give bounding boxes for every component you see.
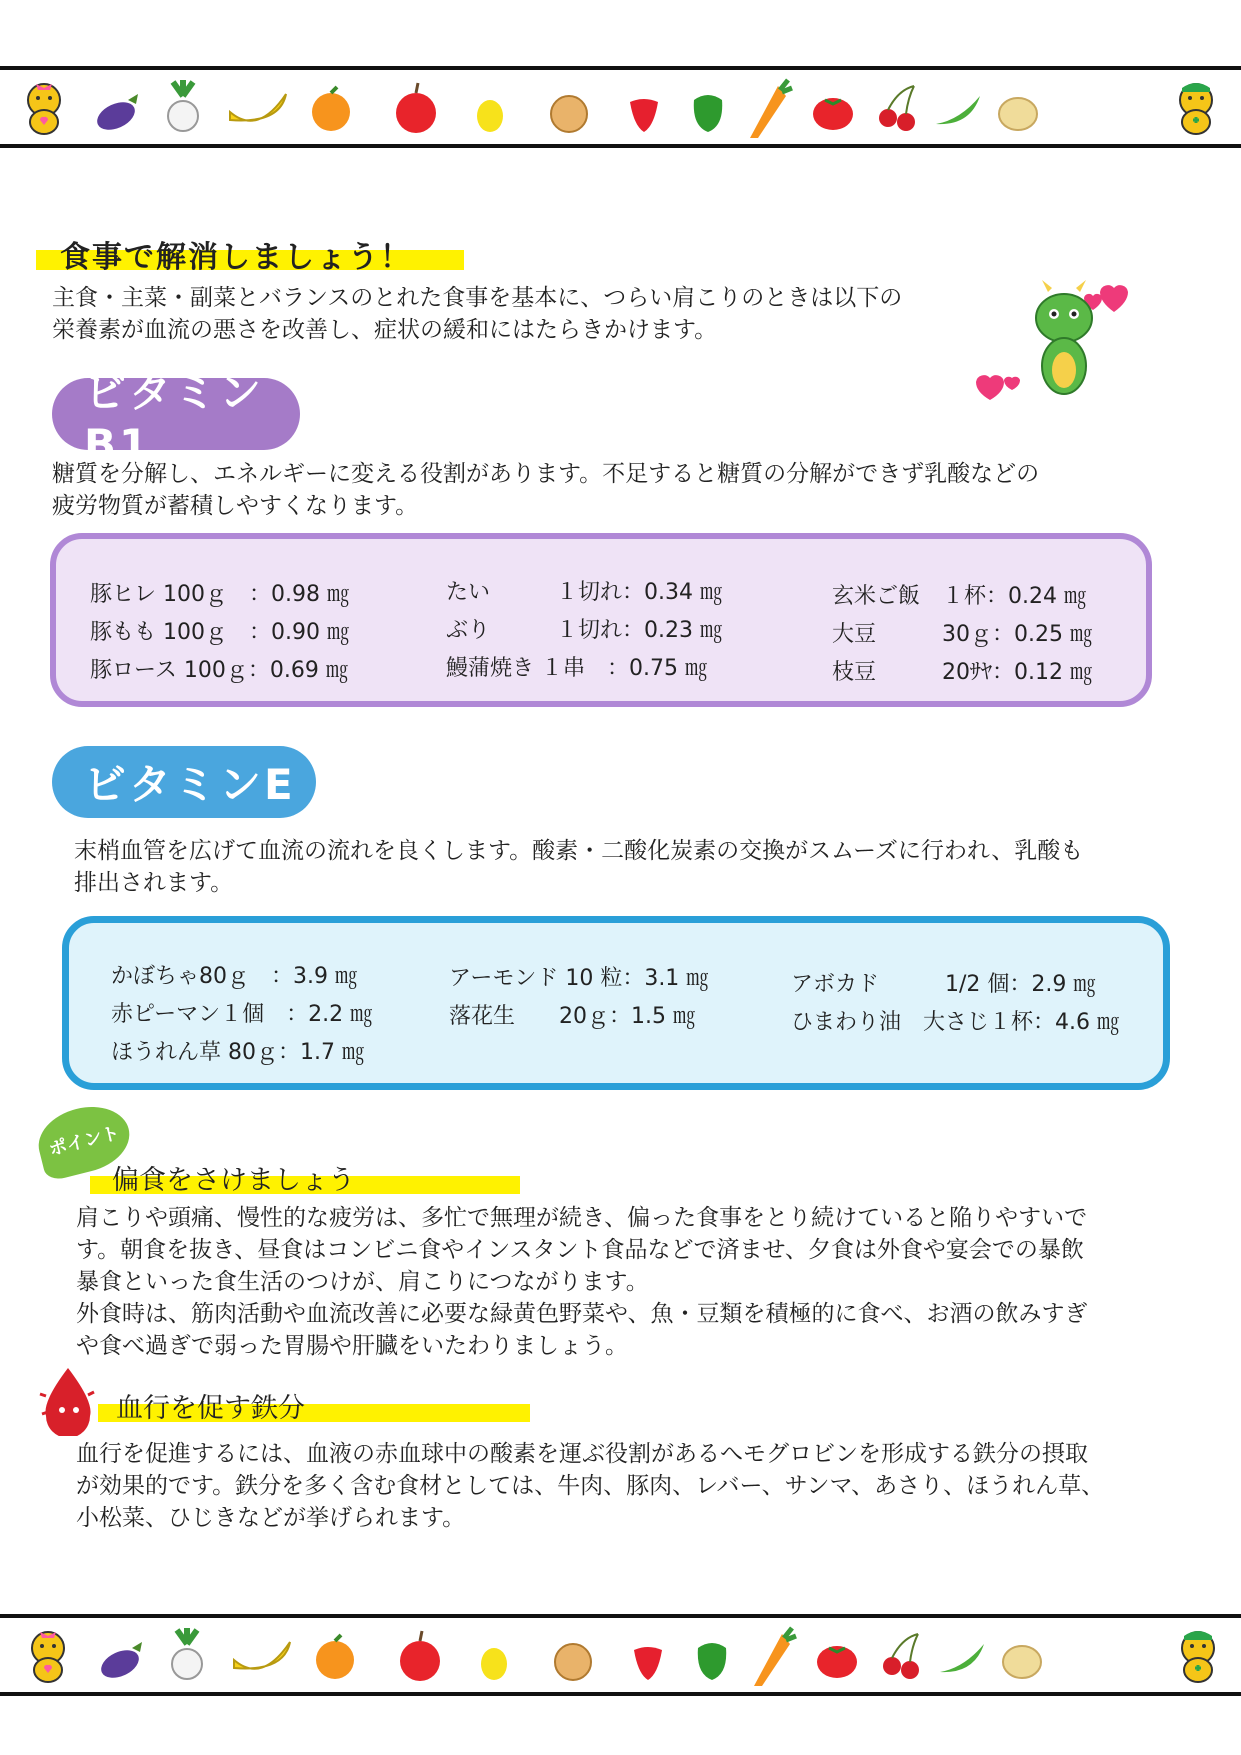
iron-text: 血行を促進するには、血液の赤血球中の酸素を運ぶ役割があるへモグロビンを形成する鉄分の摂取 が効果的です。鉄分を多く含む食材としては、牛肉、豚肉、レバー、サンマ、あさり、ほうれん草、 小松菜、ひじきなどが挙げられます。	[76, 1441, 1105, 1531]
banana-icon	[226, 78, 290, 138]
food-item: 鰻蒲焼き １串 ：0.75 ㎎	[446, 656, 707, 681]
food-item: ひまわり油 大さじ１杯：4.6 ㎎	[791, 1010, 1119, 1035]
food-item: アーモンド 10 粒：3.1 ㎎	[449, 966, 709, 991]
eggplant-icon	[98, 1626, 148, 1686]
turnip-icon	[162, 1626, 212, 1686]
mascot-boy-icon	[1166, 78, 1226, 138]
food-item: 落花生 20ｇ：1.5 ㎎	[449, 1004, 695, 1029]
food-item: 玄米ご飯 １杯：0.24 ㎎	[832, 584, 1086, 609]
vitamin-b1-label: ビタミンB1	[52, 378, 300, 450]
food-item: 枝豆 20ｻﾔ：0.12 ㎎	[832, 660, 1092, 685]
point-badge: ポイント	[32, 1098, 137, 1182]
orange-icon	[306, 78, 356, 138]
apple-icon	[394, 1626, 446, 1686]
potato-icon	[1000, 1626, 1044, 1686]
cherry-icon	[878, 1626, 928, 1686]
mascot-boy-icon	[1168, 1626, 1228, 1686]
mascot-girl-icon	[14, 78, 74, 138]
food-item: 大豆 30ｇ：0.25 ㎎	[832, 622, 1092, 647]
pepper-icon	[690, 1626, 734, 1686]
intro-text: 主食・主菜・副菜とバランスのとれた食事を基本に、つらい肩こりのときは以下の 栄養素が血流の悪さを改善し、症状の緩和にはたらきかけます。	[52, 285, 903, 343]
lemon-icon	[474, 1626, 514, 1686]
blood-drop-icon	[36, 1364, 100, 1436]
mascot-girl-icon	[18, 1626, 78, 1686]
eggplant-icon	[94, 78, 144, 138]
carrot-icon	[744, 78, 794, 142]
vitamin-e-label: ビタミンE	[52, 746, 316, 818]
vitamin-e-food-box	[62, 916, 1170, 1090]
onion-icon	[550, 1626, 596, 1686]
turnip-icon	[158, 78, 208, 138]
tomato-icon	[812, 1626, 862, 1686]
cherry-icon	[874, 78, 924, 138]
bottom-food-border	[0, 1614, 1241, 1696]
vitamin-b1-food-box	[50, 533, 1152, 707]
lemon-icon	[470, 78, 510, 138]
top-food-border	[0, 66, 1241, 148]
food-item: たい １切れ：0.34 ㎎	[446, 580, 722, 605]
food-item: 豚ヒレ 100ｇ ：0.98 ㎎	[90, 582, 349, 607]
strawberry-icon	[624, 78, 664, 138]
food-item: 赤ピーマン１個 ：2.2 ㎎	[111, 1002, 373, 1027]
pepper-icon	[686, 78, 730, 138]
apple-icon	[390, 78, 442, 138]
food-item: 豚ロース 100ｇ：0.69 ㎎	[90, 658, 348, 683]
food-item: アボカド 1/2 個：2.9 ㎎	[791, 972, 1096, 997]
onion-icon	[546, 78, 592, 138]
vitamin-b1-description: 糖質を分解し、エネルギーに変える役割があります。不足すると糖質の分解ができず乳酸などの 疲労物質が蓄積しやすくなります。	[52, 461, 1040, 519]
dragon-mascot-icon	[972, 272, 1142, 402]
peas-icon	[932, 78, 984, 138]
orange-icon	[310, 1626, 360, 1686]
potato-icon	[996, 78, 1040, 138]
tomato-icon	[808, 78, 858, 138]
section-title: 食事で解消しましょう！	[36, 232, 464, 272]
point-text: 肩こりや頭痛、慢性的な疲労は、多忙で無理が続き、偏った食事をとり続けていると陥りやすいで す。朝食を抜き、昼食はコンビニ食やインスタント食品などで済ませ、夕食は外食や宴会での暴飲 暴食といった食生活のつけが、肩こりにつながります。 外食時は、筋肉活動や血流改善に必要な緑黄色野菜や、魚・豆類を積極的に食べ、お酒の飲みすぎ や食べ過ぎで弱った胃腸や肝臓をいたわりましょう。	[76, 1205, 1088, 1359]
point-title: 偏食をさけましょう	[90, 1158, 520, 1196]
vitamin-e-description: 末梢血管を広げて血流の流れを良くします。酸素・二酸化炭素の交換がスムーズに行われ、乳酸も 排出されます。	[74, 838, 1084, 896]
food-item: ぶり １切れ：0.23 ㎎	[446, 618, 722, 643]
strawberry-icon	[628, 1626, 668, 1686]
food-item: ほうれん草 80ｇ：1.7 ㎎	[111, 1040, 364, 1065]
peas-icon	[936, 1626, 988, 1686]
carrot-icon	[748, 1626, 798, 1690]
food-item: 豚もも 100ｇ ：0.90 ㎎	[90, 620, 349, 645]
food-item: かぼちゃ80ｇ ：3.9 ㎎	[111, 964, 357, 989]
iron-title: 血行を促す鉄分	[98, 1386, 530, 1424]
banana-icon	[230, 1626, 294, 1686]
